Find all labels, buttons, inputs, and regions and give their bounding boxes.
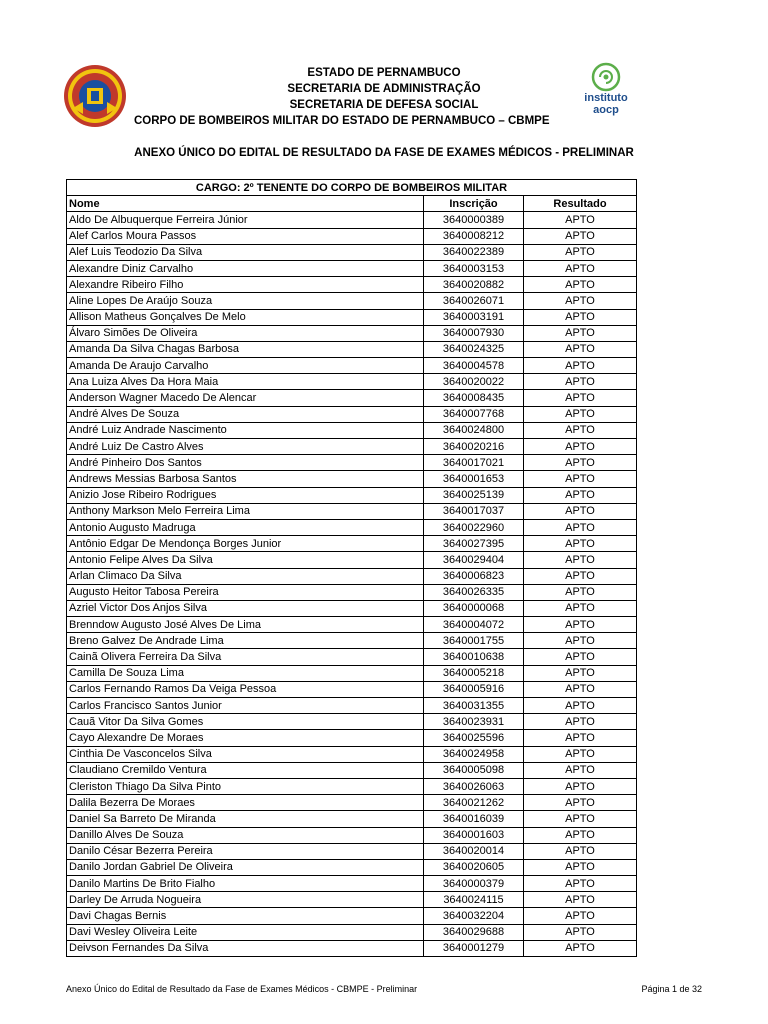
table-row — [67, 665, 637, 681]
cell-resultado: APTO — [524, 471, 637, 487]
table-row — [67, 244, 637, 260]
table-row — [67, 212, 637, 228]
table-row — [67, 778, 637, 794]
cell-nome: Anderson Wagner Macedo De Alencar — [67, 390, 424, 406]
cell-resultado: APTO — [524, 536, 637, 552]
cell-nome: Daniel Sa Barreto De Miranda — [67, 811, 424, 827]
header-secretaria-defesa: SECRETARIA DE DEFESA SOCIAL — [289, 99, 479, 111]
cell-nome: André Pinheiro Dos Santos — [67, 455, 424, 471]
table-row — [67, 552, 637, 568]
cell-nome: Anizio Jose Ribeiro Rodrigues — [67, 487, 424, 503]
cell-resultado: APTO — [524, 487, 637, 503]
cell-resultado: APTO — [524, 439, 637, 455]
column-header-inscricao: Inscrição — [424, 196, 524, 212]
cell-inscricao: 3640005218 — [424, 665, 524, 681]
cell-inscricao: 3640003153 — [424, 260, 524, 276]
cell-nome: Andrews Messias Barbosa Santos — [67, 471, 424, 487]
cell-resultado: APTO — [524, 827, 637, 843]
cell-resultado: APTO — [524, 325, 637, 341]
table-row — [67, 309, 637, 325]
table-row — [67, 714, 637, 730]
cell-resultado: APTO — [524, 358, 637, 374]
table-body — [67, 212, 637, 957]
cell-resultado: APTO — [524, 924, 637, 940]
cell-inscricao: 3640026063 — [424, 778, 524, 794]
cell-inscricao: 3640022389 — [424, 244, 524, 260]
cell-resultado: APTO — [524, 811, 637, 827]
table-row — [67, 876, 637, 892]
cell-resultado: APTO — [524, 714, 637, 730]
cell-resultado: APTO — [524, 552, 637, 568]
table-row — [67, 795, 637, 811]
table-row — [67, 859, 637, 875]
cell-inscricao: 3640031355 — [424, 698, 524, 714]
table-row — [67, 584, 637, 600]
cell-resultado: APTO — [524, 228, 637, 244]
cell-resultado: APTO — [524, 778, 637, 794]
cell-inscricao: 3640020014 — [424, 843, 524, 859]
table-row — [67, 422, 637, 438]
cell-inscricao: 3640025139 — [424, 487, 524, 503]
cell-resultado: APTO — [524, 698, 637, 714]
cell-resultado: APTO — [524, 617, 637, 633]
table-row — [67, 649, 637, 665]
cell-inscricao: 3640020605 — [424, 859, 524, 875]
cell-inscricao: 3640000389 — [424, 212, 524, 228]
table-row — [67, 487, 637, 503]
cell-inscricao: 3640025596 — [424, 730, 524, 746]
cell-inscricao: 3640026071 — [424, 293, 524, 309]
cell-resultado: APTO — [524, 633, 637, 649]
cell-inscricao: 3640016039 — [424, 811, 524, 827]
cell-inscricao: 3640005098 — [424, 762, 524, 778]
cell-nome: André Luiz Andrade Nascimento — [67, 422, 424, 438]
cell-inscricao: 3640010638 — [424, 649, 524, 665]
cell-inscricao: 3640026335 — [424, 584, 524, 600]
table-row — [67, 811, 637, 827]
logo-text-instituto: instituto — [584, 92, 628, 104]
cell-nome: Carlos Fernando Ramos Da Veiga Pessoa — [67, 681, 424, 697]
cell-inscricao: 3640001603 — [424, 827, 524, 843]
cell-inscricao: 3640007768 — [424, 406, 524, 422]
cell-resultado: APTO — [524, 341, 637, 357]
cell-nome: André Alves De Souza — [67, 406, 424, 422]
cell-nome: Carlos Francisco Santos Junior — [67, 698, 424, 714]
cell-nome: Davi Wesley Oliveira Leite — [67, 924, 424, 940]
cell-resultado: APTO — [524, 244, 637, 260]
table-row — [67, 439, 637, 455]
cell-resultado: APTO — [524, 843, 637, 859]
logo-text-aocp: aocp — [593, 104, 619, 116]
cell-inscricao: 3640023931 — [424, 714, 524, 730]
cell-inscricao: 3640020882 — [424, 277, 524, 293]
cell-nome: Álvaro Simões De Oliveira — [67, 325, 424, 341]
footer-document-name: Anexo Único do Edital de Resultado da Fase de Exames Médicos - CBMPE - Preliminar — [66, 984, 418, 994]
cell-inscricao: 3640008212 — [424, 228, 524, 244]
cell-resultado: APTO — [524, 940, 637, 956]
cell-inscricao: 3640032204 — [424, 908, 524, 924]
table-row — [67, 617, 637, 633]
cell-inscricao: 3640000379 — [424, 876, 524, 892]
cell-nome: Antonio Augusto Madruga — [67, 519, 424, 535]
cell-nome: Alef Luis Teodozio Da Silva — [67, 244, 424, 260]
header-secretaria-admin: SECRETARIA DE ADMINISTRAÇÃO — [287, 83, 481, 95]
table-row — [67, 277, 637, 293]
column-header-nome: Nome — [67, 196, 424, 212]
cell-resultado: APTO — [524, 665, 637, 681]
cell-nome: Augusto Heitor Tabosa Pereira — [67, 584, 424, 600]
table-row — [67, 374, 637, 390]
cell-resultado: APTO — [524, 681, 637, 697]
cell-nome: Amanda De Araujo Carvalho — [67, 358, 424, 374]
cell-inscricao: 3640003191 — [424, 309, 524, 325]
table-row — [67, 924, 637, 940]
cell-nome: Alef Carlos Moura Passos — [67, 228, 424, 244]
table-row — [67, 341, 637, 357]
cell-nome: Breno Galvez De Andrade Lima — [67, 633, 424, 649]
cell-inscricao: 3640020216 — [424, 439, 524, 455]
cell-resultado: APTO — [524, 568, 637, 584]
cell-resultado: APTO — [524, 876, 637, 892]
cell-nome: Brenndow Augusto José Alves De Lima — [67, 617, 424, 633]
cell-nome: Cainã Olivera Ferreira Da Silva — [67, 649, 424, 665]
table-row — [67, 503, 637, 519]
cell-resultado: APTO — [524, 584, 637, 600]
cell-nome: Cleriston Thiago Da Silva Pinto — [67, 778, 424, 794]
table-row — [67, 762, 637, 778]
cell-nome: Ana Luiza Alves Da Hora Maia — [67, 374, 424, 390]
cell-nome: Cauã Vitor Da Silva Gomes — [67, 714, 424, 730]
table-row — [67, 681, 637, 697]
cell-nome: Antônio Edgar De Mendonça Borges Junior — [67, 536, 424, 552]
cell-resultado: APTO — [524, 390, 637, 406]
cell-resultado: APTO — [524, 859, 637, 875]
table-row — [67, 390, 637, 406]
table-row — [67, 260, 637, 276]
table-row — [67, 568, 637, 584]
cell-nome: André Luiz De Castro Alves — [67, 439, 424, 455]
cell-nome: Deivson Fernandes Da Silva — [67, 940, 424, 956]
cell-nome: Davi Chagas Bernis — [67, 908, 424, 924]
cell-nome: Aldo De Albuquerque Ferreira Júnior — [67, 212, 424, 228]
table-row — [67, 908, 637, 924]
cell-resultado: APTO — [524, 519, 637, 535]
cell-inscricao: 3640004578 — [424, 358, 524, 374]
header-cbmpe: CORPO DE BOMBEIROS MILITAR DO ESTADO DE PERNAMBUCO – CBMPE — [134, 115, 550, 127]
cell-inscricao: 3640022960 — [424, 519, 524, 535]
cell-inscricao: 3640001755 — [424, 633, 524, 649]
cell-nome: Danillo Alves De Souza — [67, 827, 424, 843]
cell-nome: Azriel Victor Dos Anjos Silva — [67, 600, 424, 616]
cell-inscricao: 3640029688 — [424, 924, 524, 940]
column-header-resultado: Resultado — [524, 196, 637, 212]
cell-inscricao: 3640001279 — [424, 940, 524, 956]
cell-inscricao: 3640000068 — [424, 600, 524, 616]
cell-inscricao: 3640024958 — [424, 746, 524, 762]
cell-resultado: APTO — [524, 309, 637, 325]
cell-inscricao: 3640029404 — [424, 552, 524, 568]
table-row — [67, 471, 637, 487]
cell-nome: Alexandre Ribeiro Filho — [67, 277, 424, 293]
cell-nome: Darley De Arruda Nogueira — [67, 892, 424, 908]
table-row — [67, 406, 637, 422]
cell-nome: Arlan Climaco Da Silva — [67, 568, 424, 584]
cell-inscricao: 3640006823 — [424, 568, 524, 584]
cell-inscricao: 3640004072 — [424, 617, 524, 633]
table-row — [67, 325, 637, 341]
cell-resultado: APTO — [524, 730, 637, 746]
cell-resultado: APTO — [524, 455, 637, 471]
table-row — [67, 827, 637, 843]
cell-resultado: APTO — [524, 762, 637, 778]
cargo-header: CARGO: 2º TENENTE DO CORPO DE BOMBEIROS MILITAR — [67, 180, 637, 196]
cell-resultado: APTO — [524, 374, 637, 390]
cell-inscricao: 3640020022 — [424, 374, 524, 390]
cell-nome: Camilla De Souza Lima — [67, 665, 424, 681]
cell-nome: Aline Lopes De Araújo Souza — [67, 293, 424, 309]
results-table — [66, 179, 637, 957]
cell-inscricao: 3640024800 — [424, 422, 524, 438]
document-title: ANEXO ÚNICO DO EDITAL DE RESULTADO DA FASE DE EXAMES MÉDICOS - PRELIMINAR — [134, 147, 634, 159]
cell-resultado: APTO — [524, 212, 637, 228]
cell-resultado: APTO — [524, 892, 637, 908]
table-row — [67, 519, 637, 535]
cell-inscricao: 3640024115 — [424, 892, 524, 908]
cell-nome: Cinthia De Vasconcelos Silva — [67, 746, 424, 762]
cell-inscricao: 3640021262 — [424, 795, 524, 811]
cell-nome: Dalila Bezerra De Moraes — [67, 795, 424, 811]
cell-nome: Amanda Da Silva Chagas Barbosa — [67, 341, 424, 357]
table-row — [67, 730, 637, 746]
cell-resultado: APTO — [524, 795, 637, 811]
cell-nome: Danilo Jordan Gabriel De Oliveira — [67, 859, 424, 875]
cell-nome: Danilo César Bezerra Pereira — [67, 843, 424, 859]
cell-nome: Alexandre Diniz Carvalho — [67, 260, 424, 276]
cell-inscricao: 3640001653 — [424, 471, 524, 487]
table-row — [67, 228, 637, 244]
cell-inscricao: 3640024325 — [424, 341, 524, 357]
table-row — [67, 698, 637, 714]
table-row — [67, 358, 637, 374]
cell-resultado: APTO — [524, 600, 637, 616]
cell-nome: Claudiano Cremildo Ventura — [67, 762, 424, 778]
cell-resultado: APTO — [524, 422, 637, 438]
cell-resultado: APTO — [524, 503, 637, 519]
cell-nome: Anthony Markson Melo Ferreira Lima — [67, 503, 424, 519]
cell-resultado: APTO — [524, 908, 637, 924]
table-row — [67, 892, 637, 908]
header-state: ESTADO DE PERNAMBUCO — [307, 67, 461, 79]
cell-inscricao: 3640027395 — [424, 536, 524, 552]
table-row — [67, 293, 637, 309]
cell-resultado: APTO — [524, 649, 637, 665]
cell-inscricao: 3640007930 — [424, 325, 524, 341]
table-row — [67, 843, 637, 859]
cell-nome: Antonio Felipe Alves Da Silva — [67, 552, 424, 568]
cell-resultado: APTO — [524, 406, 637, 422]
cell-nome: Danilo Martins De Brito Fialho — [67, 876, 424, 892]
cell-nome: Cayo Alexandre De Moraes — [67, 730, 424, 746]
table-row — [67, 940, 637, 956]
cell-resultado: APTO — [524, 746, 637, 762]
table-row — [67, 455, 637, 471]
table-row — [67, 536, 637, 552]
table-row — [67, 746, 637, 762]
cell-nome: Allison Matheus Gonçalves De Melo — [67, 309, 424, 325]
footer-page-number: Página 1 de 32 — [641, 984, 702, 994]
table-row — [67, 633, 637, 649]
cell-inscricao: 3640017037 — [424, 503, 524, 519]
cell-inscricao: 3640017021 — [424, 455, 524, 471]
table-row — [67, 600, 637, 616]
cell-inscricao: 3640005916 — [424, 681, 524, 697]
cell-resultado: APTO — [524, 293, 637, 309]
cell-inscricao: 3640008435 — [424, 390, 524, 406]
cell-resultado: APTO — [524, 260, 637, 276]
cell-resultado: APTO — [524, 277, 637, 293]
